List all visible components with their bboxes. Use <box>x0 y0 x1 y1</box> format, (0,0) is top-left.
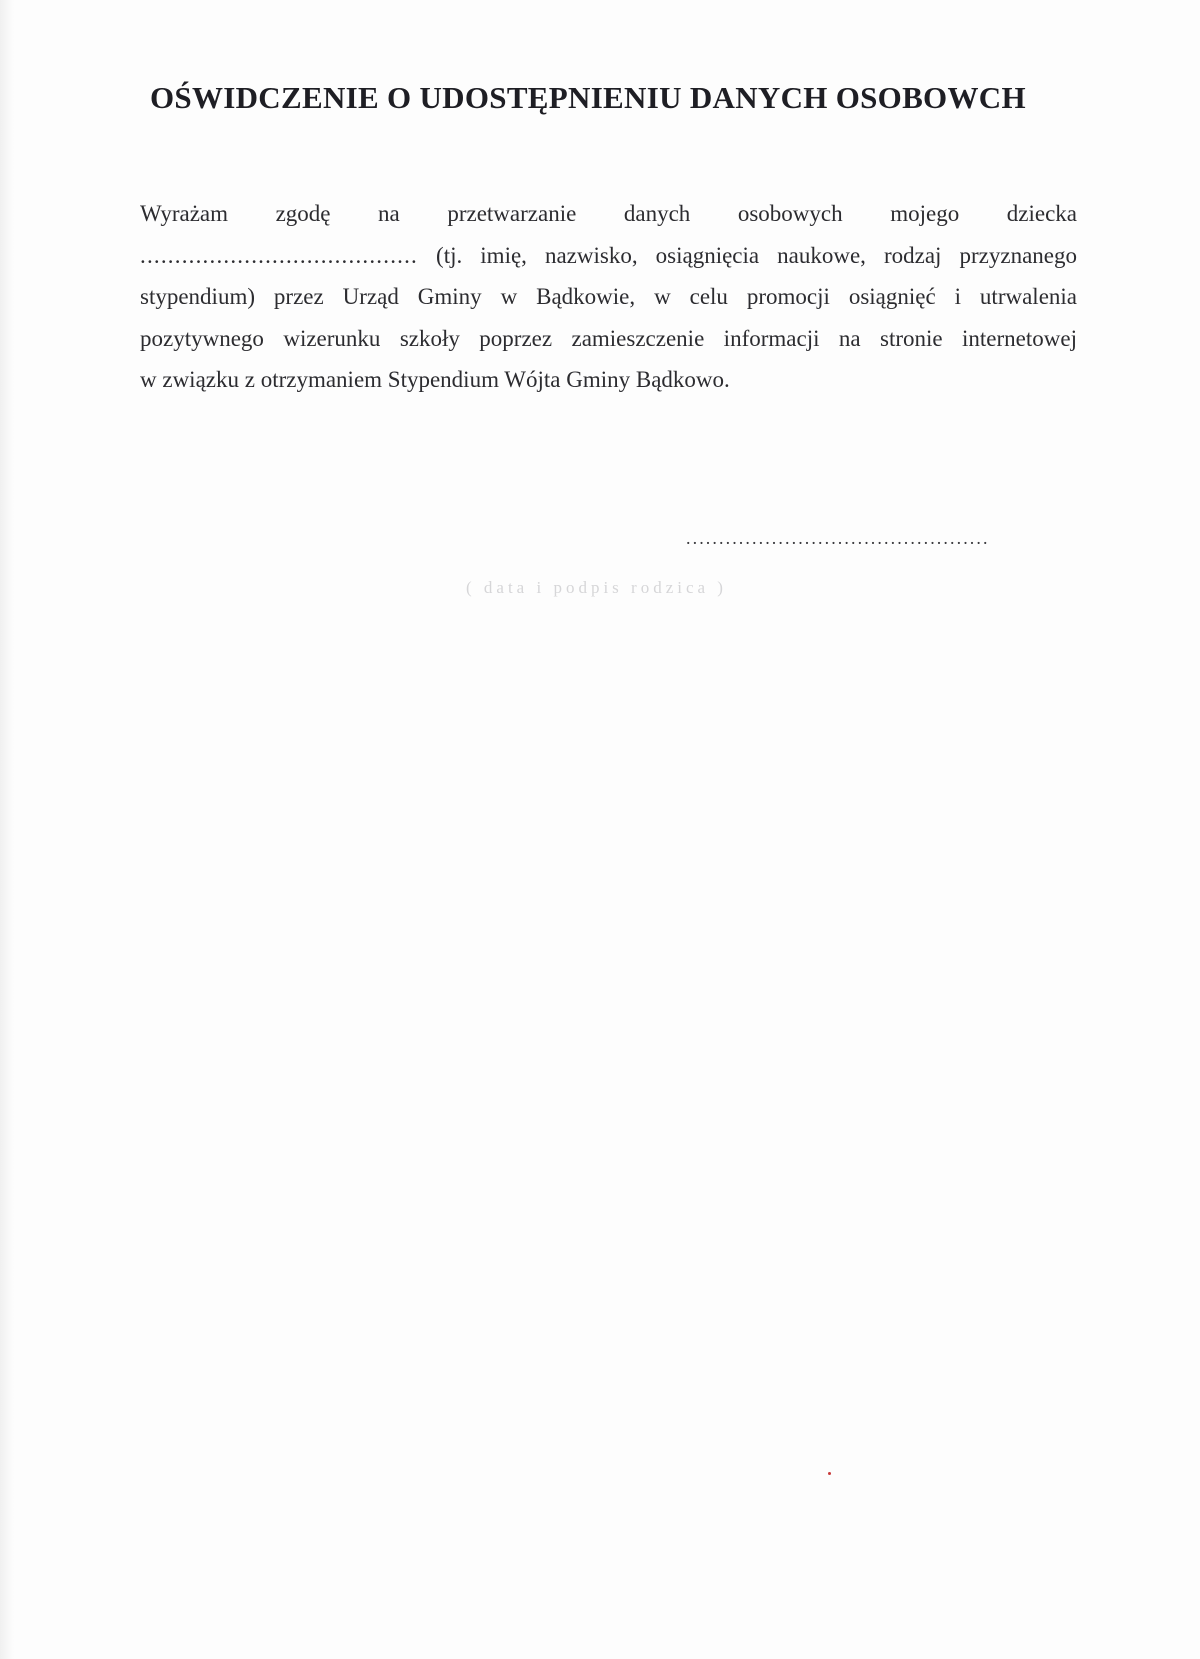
paragraph-line-5: w związku z otrzymaniem Stypendium Wójta Gminy Bądkowo. <box>140 367 730 392</box>
signature-line: .............................................. <box>686 528 990 548</box>
scan-edge-shadow <box>0 0 14 1659</box>
paragraph-line-1: Wyrażam zgodę na przetwarzanie danych osobowych mojego dziecka <box>140 201 1077 226</box>
paragraph-line-2 <box>140 235 1077 277</box>
paragraph-line-4: pozytywnego wizerunku szkoły poprzez zamieszczenie informacji na stronie internetowej <box>140 325 1077 351</box>
document-title: OŚWIDCZENIE O UDOSTĘPNIENIU DANYCH OSOBOWCH <box>150 80 1026 115</box>
consent-paragraph <box>140 193 1077 401</box>
signature-label: ( data i podpis rodzica ) <box>466 578 727 597</box>
scan-speck <box>828 1472 831 1475</box>
paragraph-line-3: stypendium) przez Urząd Gminy w Bądkowie, w celu promocji osiągnięć i utrwalenia <box>140 284 1077 309</box>
child-name-blank: ........................................ <box>140 242 418 268</box>
paragraph-line-2-text: (tj. imię, nazwisko, osiągnięcia naukowe, rodzaj przyznanego <box>418 242 1077 268</box>
